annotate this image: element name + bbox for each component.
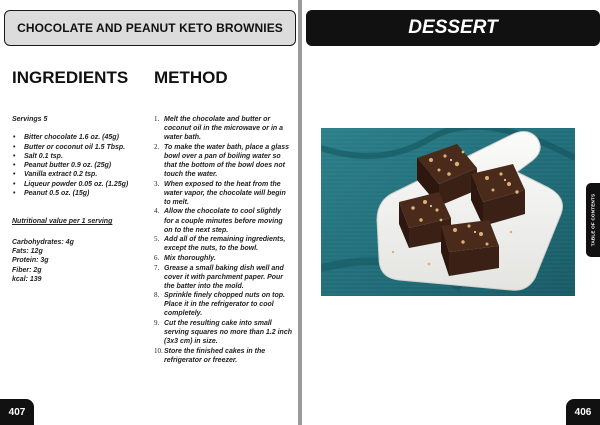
method-step bbox=[154, 291, 292, 318]
ingredient-list bbox=[12, 133, 148, 198]
ingredient-item: • Liqueur powder 0.05 oz. (1.25g) bbox=[12, 180, 148, 189]
nutrition-item: Fats: 12g bbox=[12, 247, 43, 255]
step-number: 2. bbox=[154, 142, 160, 151]
nutrition-item: Carbohydrates: 4g bbox=[12, 238, 74, 246]
method-step bbox=[154, 264, 292, 291]
nutrition-item: Fiber: 2g bbox=[12, 266, 42, 274]
method-heading: METHOD bbox=[154, 68, 228, 87]
step-number: 3. bbox=[154, 179, 160, 188]
brownies-photo bbox=[321, 128, 575, 296]
toc-tab-label: TABLE OF CONTENTS bbox=[590, 193, 596, 247]
method-step bbox=[154, 235, 292, 253]
servings: Servings 5 bbox=[12, 116, 48, 123]
method-step bbox=[154, 347, 292, 365]
step-text: Allow the chocolate to cool slightly for a couple minutes before moving on to the next step. bbox=[164, 208, 283, 234]
step-number: 5. bbox=[154, 235, 160, 244]
ingredient-item: • Bitter chocolate 1.6 oz. (45g) bbox=[12, 133, 148, 142]
ingredient-item: • Peanut 0.5 oz. (15g) bbox=[12, 189, 148, 198]
step-text: When exposed to the heat from the water vapor, the chocolate will begin to melt. bbox=[164, 180, 286, 206]
ingredient-item: • Butter or coconut oil 1.5 Tbsp. bbox=[12, 143, 148, 152]
ingredient-item: • Peanut butter 0.9 oz. (25g) bbox=[12, 161, 148, 170]
ingredient-item: • Vanilla extract 0.2 tsp. bbox=[12, 170, 148, 179]
ingredients-column bbox=[12, 115, 148, 284]
brownies-photo-illustration bbox=[321, 128, 575, 296]
category-banner: DESSERT bbox=[306, 10, 600, 46]
table-of-contents-tab[interactable] bbox=[586, 183, 600, 257]
method-step bbox=[154, 254, 292, 263]
page-number-right: 406 bbox=[566, 399, 600, 425]
step-text: Store the finished cakes in the refrigerator or freezer. bbox=[164, 347, 266, 364]
page-number-left: 407 bbox=[0, 399, 34, 425]
step-number: 6. bbox=[154, 253, 160, 262]
step-text: Melt the chocolate and butter or coconut oil in the microwave or in a water bath. bbox=[164, 116, 284, 142]
step-number: 7. bbox=[154, 263, 160, 272]
ingredients-heading: INGREDIENTS bbox=[12, 68, 129, 87]
step-number: 4. bbox=[154, 207, 160, 216]
step-text: Grease a small baking dish well and cover it with parchment paper. Pour the batter into the mold. bbox=[164, 264, 284, 290]
nutrition-item: Protein: 3g bbox=[12, 257, 49, 265]
method-step bbox=[154, 319, 292, 346]
ingredient-item: • Salt 0.1 tsp. bbox=[12, 152, 148, 161]
left-page bbox=[0, 0, 298, 425]
right-page bbox=[302, 0, 600, 425]
step-number: 1. bbox=[154, 115, 160, 123]
step-text: Cut the resulting cake into small serving squares no more than 1.2 inch (3x3 cm) in size. bbox=[164, 320, 292, 346]
nutrition-item: kcal: 139 bbox=[12, 275, 42, 283]
method-step bbox=[154, 115, 292, 142]
method-step bbox=[154, 180, 292, 207]
method-column bbox=[154, 115, 292, 366]
nutrition-title: Nutritional value per 1 serving bbox=[12, 218, 113, 226]
step-number: 8. bbox=[154, 291, 160, 300]
step-text: Mix thoroughly. bbox=[164, 254, 216, 262]
step-text: To make the water bath, place a glass bowl over a pan of boiling water so that the bottom of the bowl does not touch the water. bbox=[164, 143, 290, 179]
method-step bbox=[154, 207, 292, 234]
step-text: Add all of the remaining ingredients, except the nuts, to the bowl. bbox=[164, 236, 286, 253]
step-text: Sprinkle finely chopped nuts on top. Place it in the refrigerator to cool completely. bbox=[164, 292, 285, 318]
recipe-title: CHOCOLATE AND PEANUT KETO BROWNIES bbox=[4, 10, 296, 46]
step-number: 9. bbox=[154, 319, 160, 328]
method-step bbox=[154, 143, 292, 179]
step-number: 10. bbox=[154, 346, 163, 355]
